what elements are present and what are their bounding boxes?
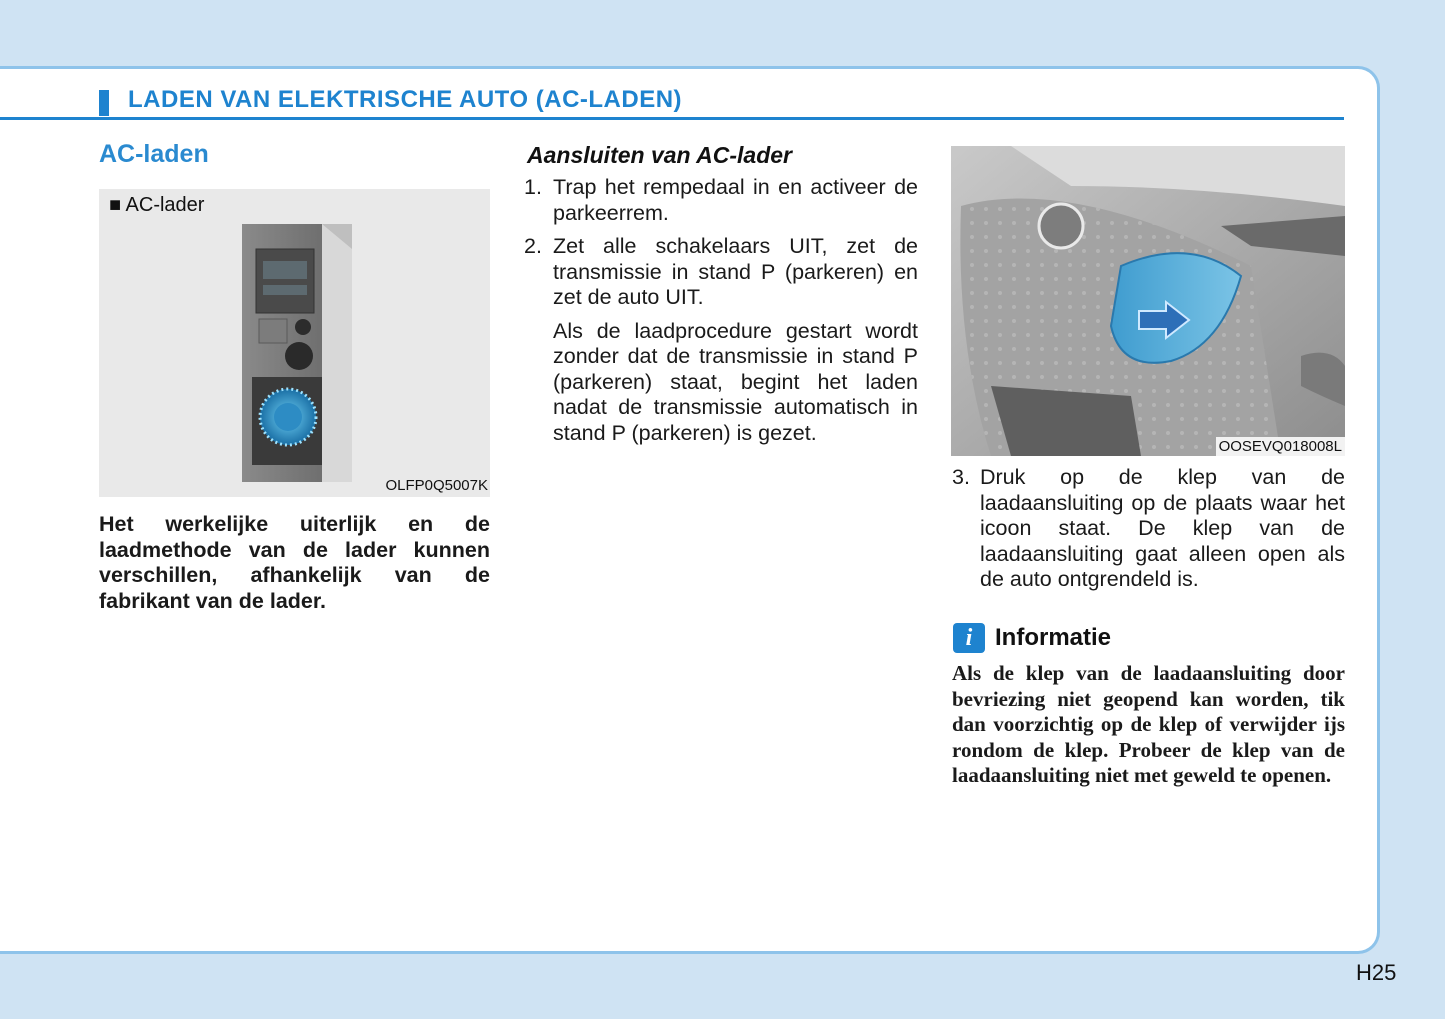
car-front-illustration [951, 146, 1345, 456]
step-number: 2. [524, 234, 542, 258]
title-accent-bar [99, 90, 109, 116]
step-text: Trap het rempedaal in en activeer de parkeerrem. [553, 175, 918, 225]
figure-code: OLFP0Q5007K [385, 477, 488, 494]
connect-heading: Aansluiten van AC-lader [527, 142, 792, 168]
figure-caption: ■ AC-lader [109, 194, 205, 216]
charging-port-figure [951, 146, 1345, 456]
list-item [524, 319, 918, 447]
step-text: Druk op de klep van de laadaansluiting op de plaats waar het icoon staat. De klep van de laadaansluiting gaat alleen open als de auto ontgrendeld is. [980, 465, 1345, 591]
info-title: Informatie [995, 624, 1112, 651]
list-item [524, 234, 918, 311]
ac-charger-figure [99, 189, 490, 497]
info-icon: i [953, 623, 985, 653]
ac-charger-illustration [99, 189, 490, 497]
section-title: LADEN VAN ELEKTRISCHE AUTO (AC-LADEN) [128, 86, 683, 113]
ac-laden-heading: AC-laden [99, 140, 209, 168]
step-3-list [952, 465, 1345, 593]
step-number: 1. [524, 175, 542, 199]
list-item [524, 175, 918, 226]
figure-code: OOSEVQ018008L [1216, 437, 1345, 456]
step-number: 3. [952, 465, 970, 489]
list-item [952, 465, 1345, 593]
step-text: Zet alle schakelaars UIT, zet de transmissie in stand P (parkeren) en zet de auto UIT. [553, 234, 918, 309]
title-divider [0, 117, 1344, 120]
info-text: Als de klep van de laadaansluiting door bevriezing niet geopend kan worden, tik dan voorzichtig op de klep of verwijder ijs rondom de klep. Probeer de klep van de laadaansluiting niet met geweld te openen. [952, 661, 1345, 787]
connect-steps [524, 175, 918, 446]
step-text-extra: Als de laadprocedure gestart wordt zonder dat de transmissie in stand P (parkeren) staat, begint het laden nadat de transmissie automatisch in stand P (parkeren) is gezet. [553, 318, 918, 445]
charger-note: Het werkelijke uiterlijk en de laadmethode van de lader kunnen verschillen, afhankelijk van de fabrikant van de lader. [99, 512, 490, 613]
page-number: H25 [1356, 960, 1397, 985]
